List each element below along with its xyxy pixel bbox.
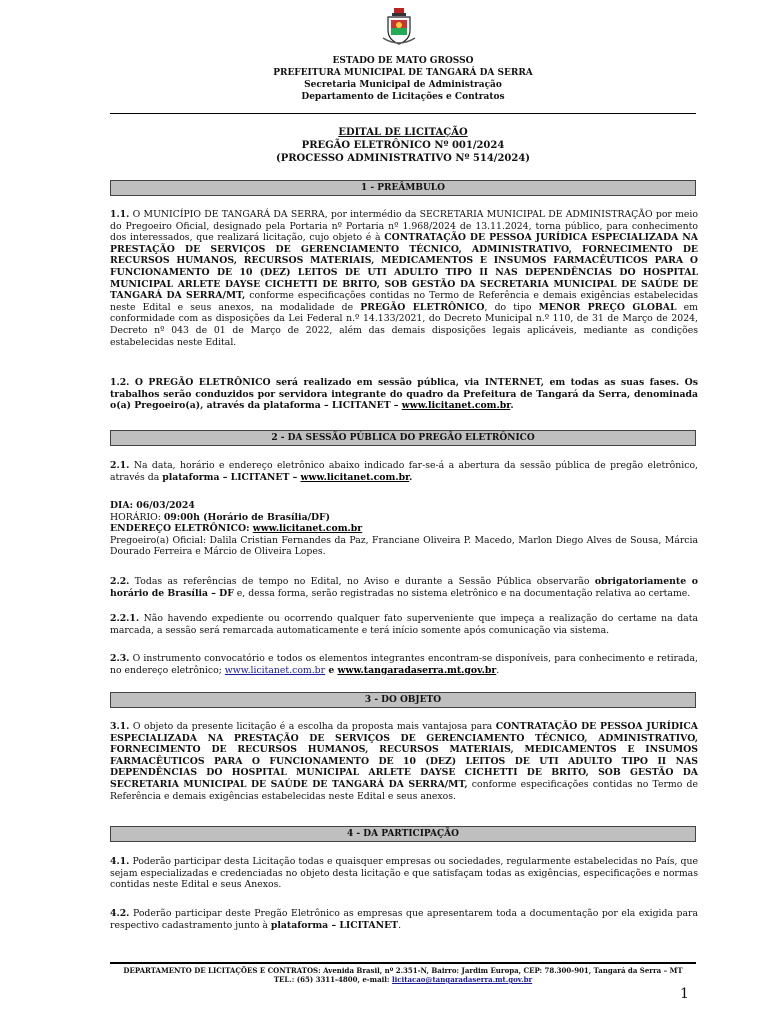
paragraph-2-2: 2.2. Todas as referências de tempo no Edital, no Aviso e durante a Sessão Pública observarão obrigatoriamente o horário de Brasília – DF e, dessa forma, serão registradas no sistema eletrônico e na documentação relativa ao certame.: [110, 576, 698, 599]
section-header-objeto: 3 - DO OBJETO: [110, 692, 696, 708]
paragraph-3-1: 3.1. O objeto da presente licitação é a escolha da proposta mais vantajosa para CONTRATAÇÃO DE PESSOA JURÍDICA ESPECIALIZADA NA PRESTAÇÃO DE SERVIÇOS DE GERENCIAMENTO TÉCNICO, ADMINISTRATIVO, FORNECIMENTO DE RECURSOS HUMANOS, RECURSOS MATERIAIS, MEDICAMENTOS E INSUMOS FARMACÊUTICOS PARA O FUNCIONAMENTO DE 10 (DEZ) LEITOS DE UTI ADULTO TIPO II NAS DEPENDÊNCIAS DO HOSPITAL MUNICIPAL ARLETE DAYSE CICHETTI DE BRITO, SOB GESTÃO DA SECRETARIA MUNICIPAL DE SAÚDE DE TANGARÁ DA SERRA/MT, conforme especificações contidas no Termo de Referência e demais exigências estabelecidas neste Edital e seus anexos.: [110, 721, 698, 802]
section-header-participacao: 4 - DA PARTICIPAÇÃO: [110, 826, 696, 842]
header-department: Departamento de Licitações e Contratos: [301, 92, 505, 102]
header-divider: [110, 113, 696, 114]
header-secretariat: Secretaria Municipal de Administração: [304, 80, 502, 90]
paragraph-2-1: 2.1. Na data, horário e endereço eletrônico abaixo indicado far-se-á a abertura da sessão pública de pregão eletrônico, através da plataforma – LICITANET – www.licitanet.com.br.: [110, 460, 698, 483]
paragraph-2-2-1: 2.2.1. Não havendo expediente ou ocorrendo qualquer fato superveniente que impeça a realização do certame na data marcada, a sessão será remarcada automaticamente e terá início somente após comunicação via sistema.: [110, 613, 698, 636]
page-number: 1: [680, 986, 689, 1002]
pregoeiros-list: Pregoeiro(a) Oficial: Dalila Cristian Fernandes da Paz, Franciane Oliveira P. Macedo, Marlon Diego Alves de Sousa, Márcia Dourado Ferreira e Márcio de Oliveira Lopes.: [110, 534, 698, 558]
tangaradaserra-link[interactable]: www.tangaradaserra.mt.gov.br: [337, 664, 497, 676]
paragraph-4-2: 4.2. Poderão participar deste Pregão Eletrônico as empresas que apresentarem toda a documentação por ela exigida para respectivo cadastramento junto à plataforma – LICITANET.: [110, 908, 698, 931]
session-info: DIA: 06/03/2024 HORÁRIO: 09:00h (Horário de Brasília/DF) ENDEREÇO ELETRÔNICO: www.licitanet.com.br Pregoeiro(a) Oficial: Dalila Cristian Fernandes da Paz, Franciane Oliveira P. Macedo, Marlon Diego Alves de Sousa, Márcia Dourado Ferreira e Márcio de Oliveira Lopes.: [110, 500, 698, 558]
processo-number: (PROCESSO ADMINISTRATIVO Nº 514/2024): [275, 153, 531, 164]
municipal-coat-of-arms-icon: [382, 8, 416, 46]
edital-title: EDITAL DE LICITAÇÃO: [338, 127, 468, 138]
pregao-number: PREGÃO ELETRÔNICO Nº 001/2024: [301, 140, 505, 151]
licitanet-link[interactable]: www.licitanet.com.br: [300, 471, 410, 483]
session-address-link[interactable]: www.licitanet.com.br: [252, 523, 363, 535]
section-header-preambulo: 1 - PREÂMBULO: [110, 180, 696, 196]
footer-email-link[interactable]: licitacao@tangaradaserra.mt.gov.br: [391, 975, 533, 984]
paragraph-1-1: 1.1. O MUNICÍPIO DE TANGARÁ DA SERRA, por intermédio da SECRETARIA MUNICIPAL DE ADMINISTRAÇÃO por meio do Pregoeiro Oficial, designado pela Portaria nº Portaria nº 1.968/2024 de 13.11.2024, torna público, para conhecimento dos interessados, que realizará licitação, cujo objeto é à CONTRATAÇÃO DE PESSOA JURÍDICA ESPECIALIZADA NA PRESTAÇÃO DE SERVIÇOS DE GERENCIAMENTO TÉCNICO, ADMINISTRATIVO, FORNECIMENTO DE RECURSOS HUMANOS, RECURSOS MATERIAIS, MEDICAMENTOS E INSUMOS FARMACÊUTICOS PARA O FUNCIONAMENTO DE 10 (DEZ) LEITOS DE UTI ADULTO TIPO II NAS DEPENDÊNCIAS DO HOSPITAL MUNICIPAL ARLETE DAYSE CICHETTI DE BRITO, SOB GESTÃO DA SECRETARIA MUNICIPAL DE SAÚDE DE TANGARÁ DA SERRA/MT, conforme especificações contidas no Termo de Referência e demais exigências estabelecidas neste Edital e seus anexos, na modalidade de PREGÃO ELETRÔNICO, do tipo MENOR PREÇO GLOBAL em conformidade com as disposições da Lei Federal n.º 14.133/2021, do Decreto Municipal n.º 110, de 31 de Março de 2024, Decreto nº 043 de 01 de Março de 2022, além das demais disposições legais aplicáveis, mediante as condições estabelecidas neste Edital.: [110, 209, 699, 348]
session-date: DIA: 06/03/2024: [110, 500, 195, 511]
header-prefecture: PREFEITURA MUNICIPAL DE TANGARÁ DA SERRA: [273, 68, 533, 78]
footer-divider: [110, 962, 696, 964]
paragraph-4-1: 4.1. Poderão participar desta Licitação todas e quaisquer empresas ou sociedades, regularmente estabelecidas no País, que sejam especializadas e credenciadas no objeto desta licitação e que satisfaçam todas as exigências, especificações e normas contidas neste Edital e seus Anexos.: [110, 856, 698, 891]
header-state: ESTADO DE MATO GROSSO: [332, 56, 474, 66]
footer-contact: TEL.: (65) 3311-4800, e-mail: licitacao@tangaradaserra.mt.gov.br: [273, 975, 533, 984]
licitanet-link[interactable]: www.licitanet.com.br: [224, 664, 326, 676]
licitanet-link[interactable]: www.licitanet.com.br: [401, 400, 511, 412]
paragraph-1-2: 1.2. O PREGÃO ELETRÔNICO será realizado em sessão pública, via INTERNET, em todas as suas fases. Os trabalhos serão conduzidos por servidora integrante do quadro da Prefeitura de Tangará da Serra, denominada o(a) Pregoeiro(a), através da plataforma – LICITANET – www.licitanet.com.br.: [110, 377, 698, 412]
session-time: 09:00h (Horário de Brasília/DF): [163, 511, 331, 523]
section-header-sessao-publica: 2 - DA SESSÃO PÚBLICA DO PREGÃO ELETRÔNICO: [110, 430, 696, 446]
footer-address: DEPARTAMENTO DE LICITAÇÕES E CONTRATOS: Avenida Brasil, nº 2.351-N, Bairro: Jardim Europa, CEP: 78.300-901, Tangará da Serra – MT: [123, 966, 683, 975]
paragraph-2-3: 2.3. O instrumento convocatório e todos os elementos integrantes encontram-se disponíveis, para conhecimento e retirada, no endereço eletrônico; www.licitanet.com.br e www.tangaradaserra.mt.gov.br.: [110, 653, 698, 676]
